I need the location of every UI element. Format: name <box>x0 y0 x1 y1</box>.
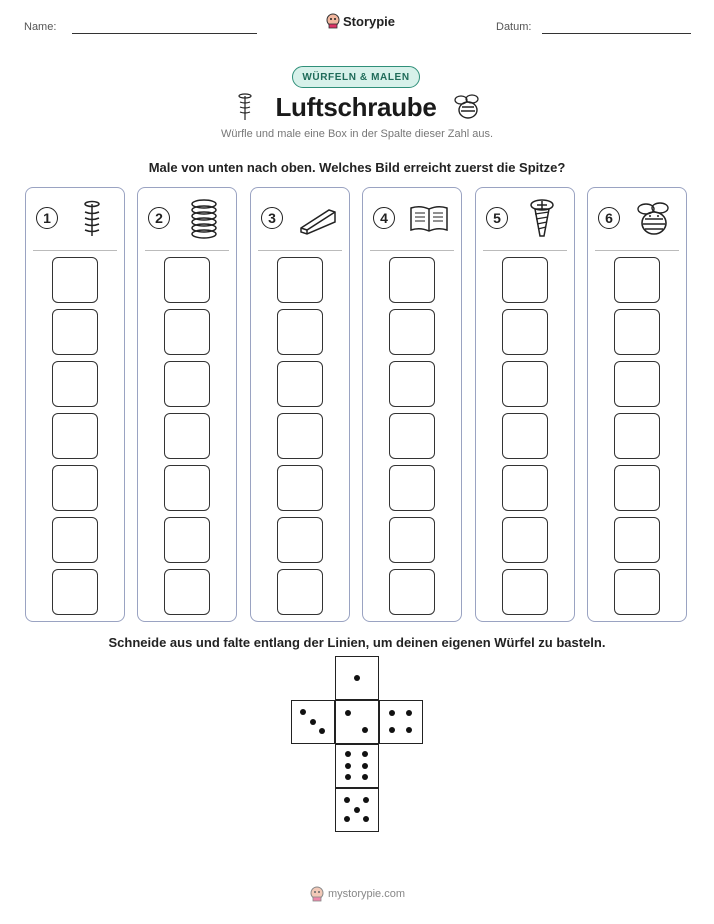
date-label: Datum: <box>496 21 532 33</box>
color-box[interactable] <box>502 413 548 459</box>
color-box[interactable] <box>52 517 98 563</box>
column-3 <box>250 187 350 622</box>
color-box[interactable] <box>614 413 660 459</box>
color-box[interactable] <box>614 309 660 355</box>
column-5 <box>475 187 575 622</box>
column-divider <box>145 250 229 251</box>
dice-pip <box>344 797 350 803</box>
color-box[interactable] <box>52 361 98 407</box>
dice-pip <box>300 709 306 715</box>
column-divider <box>370 250 454 251</box>
color-box[interactable] <box>164 517 210 563</box>
color-box[interactable] <box>389 517 435 563</box>
dice-pip <box>345 751 351 757</box>
column-number: 1 <box>36 207 58 229</box>
game-instruction: Male von unten nach oben. Welches Bild erreicht zuerst die Spitze? <box>148 160 566 175</box>
color-box[interactable] <box>614 517 660 563</box>
dice-pip <box>345 763 351 769</box>
color-box[interactable] <box>52 413 98 459</box>
dice-pip <box>354 807 360 813</box>
page-title: Luftschraube <box>275 92 437 122</box>
column-header <box>138 188 236 250</box>
bee-icon <box>632 196 676 240</box>
column-header <box>26 188 124 250</box>
column-divider <box>258 250 342 251</box>
color-box[interactable] <box>614 465 660 511</box>
bee-icon <box>452 92 484 122</box>
spring-icon <box>182 196 226 240</box>
color-box[interactable] <box>502 361 548 407</box>
color-box[interactable] <box>502 465 548 511</box>
column-header <box>476 188 574 250</box>
column-6 <box>587 187 687 622</box>
color-box[interactable] <box>277 309 323 355</box>
dice-pip <box>389 727 395 733</box>
dice-pip <box>363 797 369 803</box>
column-2 <box>137 187 237 622</box>
color-box[interactable] <box>52 309 98 355</box>
dice-pip <box>362 727 368 733</box>
column-header <box>251 188 349 250</box>
color-box[interactable] <box>614 257 660 303</box>
color-box[interactable] <box>389 465 435 511</box>
footer-url: mystorypie.com <box>328 888 406 900</box>
column-number: 2 <box>148 207 170 229</box>
color-box[interactable] <box>277 465 323 511</box>
color-box[interactable] <box>277 569 323 615</box>
color-box[interactable] <box>52 465 98 511</box>
date-field-line[interactable] <box>542 33 691 34</box>
propeller-icon <box>236 92 254 122</box>
color-box[interactable] <box>502 517 548 563</box>
dice-face-6 <box>335 744 379 788</box>
color-box[interactable] <box>502 257 548 303</box>
color-box[interactable] <box>277 517 323 563</box>
color-box[interactable] <box>389 361 435 407</box>
color-box[interactable] <box>164 361 210 407</box>
brand-logo <box>326 13 395 29</box>
dice-pip <box>319 728 325 734</box>
dice-pip <box>362 763 368 769</box>
column-header <box>588 188 686 250</box>
wedge-icon <box>295 196 339 240</box>
dice-pip <box>344 816 350 822</box>
column-number: 6 <box>598 207 620 229</box>
page-subtitle: Würfle und male eine Box in der Spalte dieser Zahl aus. <box>220 128 494 140</box>
book-icon <box>407 196 451 240</box>
color-box[interactable] <box>277 257 323 303</box>
propeller-icon <box>70 196 114 240</box>
color-box[interactable] <box>502 309 548 355</box>
dice-pip <box>363 816 369 822</box>
color-box[interactable] <box>389 569 435 615</box>
color-box[interactable] <box>389 413 435 459</box>
color-box[interactable] <box>389 309 435 355</box>
color-box[interactable] <box>389 257 435 303</box>
brand-name: Storypie <box>343 13 396 29</box>
dice-pip <box>345 774 351 780</box>
color-box[interactable] <box>164 413 210 459</box>
column-number: 3 <box>261 207 283 229</box>
dice-face-1 <box>335 656 379 700</box>
dice-pip <box>406 710 412 716</box>
color-box[interactable] <box>164 309 210 355</box>
color-box[interactable] <box>52 257 98 303</box>
dice-pip <box>406 727 412 733</box>
column-header <box>363 188 461 250</box>
dice-face-3 <box>291 700 335 744</box>
column-divider <box>595 250 679 251</box>
category-badge: WÜRFELN & MALEN <box>292 66 420 88</box>
dice-pip <box>362 774 368 780</box>
dice-pip <box>310 719 316 725</box>
dice-pip <box>354 675 360 681</box>
storypie-mascot-icon <box>310 886 324 902</box>
name-field-line[interactable] <box>72 33 257 34</box>
column-number: 5 <box>486 207 508 229</box>
dice-pip <box>345 710 351 716</box>
dice-face-2 <box>335 700 379 744</box>
dice-pip <box>362 751 368 757</box>
screw-icon <box>520 196 564 240</box>
name-label: Name: <box>24 21 57 33</box>
color-box[interactable] <box>164 465 210 511</box>
cut-instruction: Schneide aus und falte entlang der Linien, um deinen eigenen Würfel zu basteln. <box>108 635 606 650</box>
color-box[interactable] <box>614 569 660 615</box>
dice-face-5 <box>335 788 379 832</box>
color-box[interactable] <box>164 569 210 615</box>
dice-pip <box>389 710 395 716</box>
column-number: 4 <box>373 207 395 229</box>
footer <box>310 886 405 902</box>
color-box[interactable] <box>277 413 323 459</box>
column-divider <box>483 250 567 251</box>
column-divider <box>33 250 117 251</box>
color-box[interactable] <box>164 257 210 303</box>
dice-face-4 <box>379 700 423 744</box>
color-box[interactable] <box>614 361 660 407</box>
color-box[interactable] <box>52 569 98 615</box>
column-4 <box>362 187 462 622</box>
color-box[interactable] <box>277 361 323 407</box>
storypie-mascot-icon <box>326 13 340 29</box>
column-1 <box>25 187 125 622</box>
color-box[interactable] <box>502 569 548 615</box>
